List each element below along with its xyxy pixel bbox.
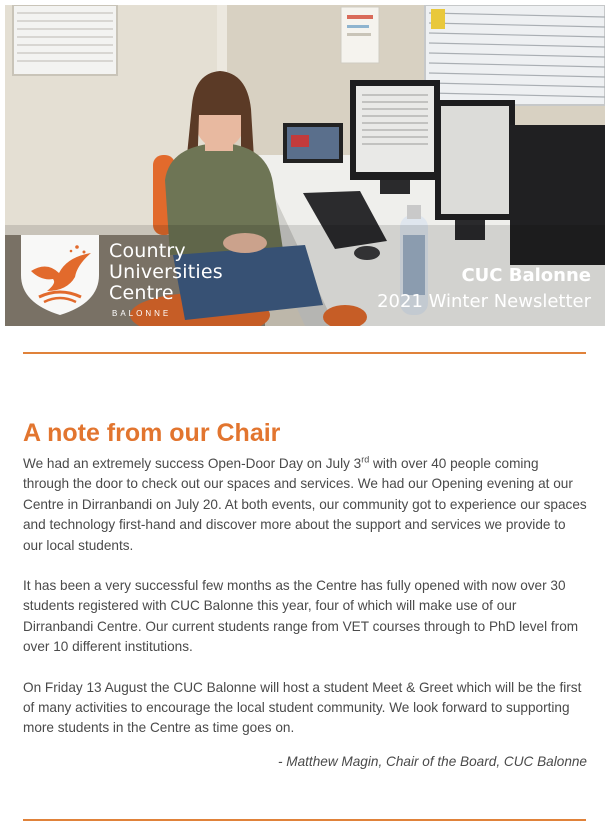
logo-word-centre: Centre (109, 282, 174, 304)
hero-subtitle: 2021 Winter Newsletter (377, 291, 591, 312)
article-heading: A note from our Chair (23, 419, 281, 447)
paragraph-3: On Friday 13 August the CUC Balonne will host a student Meet & Greet which will be the first of many activities to encourage the local student community. We look forward to supporting more students in the Centre as time goes on. (23, 679, 582, 736)
paragraph-1 (23, 454, 588, 556)
logo-subline: BALONNE (112, 309, 172, 318)
hero-title-block (377, 263, 591, 315)
bottom-divider (23, 819, 586, 821)
top-divider (23, 352, 586, 354)
paragraph-1-start: We had an extremely success Open-Door Day on July 3 (23, 456, 362, 471)
paragraph-1-rest: with over 40 people coming through the door to check out our spaces and services. We had our Opening evening at our Centre in Dirranbandi on July 20. At both events, our community got to experience our spaces and technology first-hand and discover more about the support and services we provide to our local students. (23, 456, 587, 553)
article-body (23, 454, 588, 759)
logo-word-country: Country (109, 240, 186, 262)
signature: - Matthew Magin, Chair of the Board, CUC Balonne (277, 754, 587, 769)
cuc-logo (17, 231, 247, 326)
hero-title: CUC Balonne (461, 265, 591, 286)
hero-photo (5, 5, 605, 326)
logo-word-universities: Universities (109, 261, 223, 283)
ordinal-suffix: rd (361, 454, 370, 465)
bird-crest-icon (17, 231, 103, 317)
paragraph-2: It has been a very successful few months as the Centre has fully opened with now over 30 students registered with CUC Balonne this year, four of which will make use of our Dirranbandi Centre. Our current students range from VET courses through to PhD level from over 10 different institutions. (23, 578, 579, 655)
